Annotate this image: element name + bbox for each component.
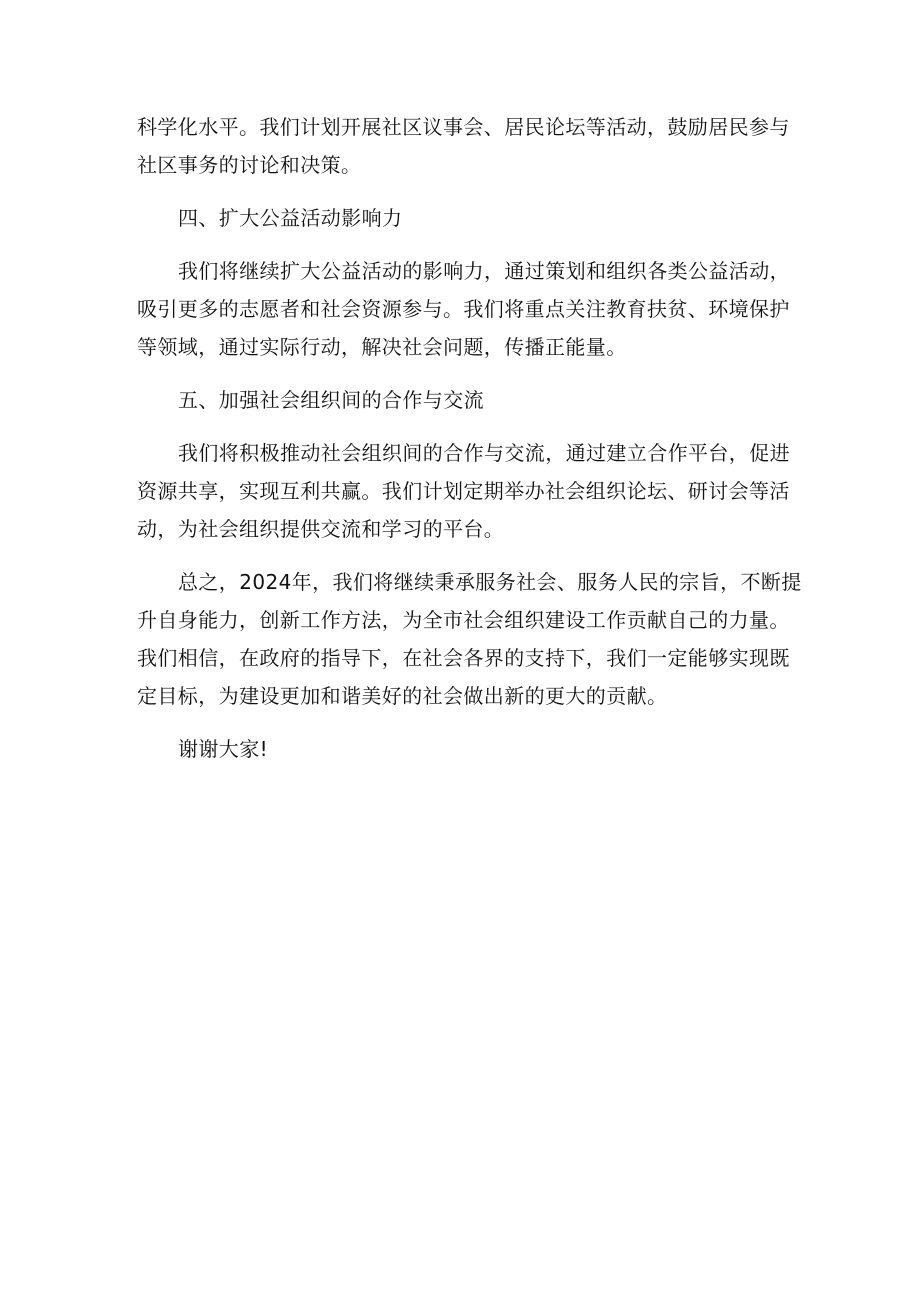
- paragraph-line: 我们将继续扩大公益活动的影响力，通过策划和组织各类公益活动，: [178, 259, 790, 283]
- paragraph-continuation: [137, 108, 790, 184]
- paragraph-section-4: [137, 252, 790, 366]
- document-body: [137, 108, 802, 768]
- paragraph-line: 升自身能力，创新工作方法，为全市社会组织建设工作贡献自己的力量。: [137, 608, 790, 632]
- paragraph-line: 吸引更多的志愿者和社会资源参与。我们将重点关注教育扶贫、环境保护: [137, 297, 790, 321]
- section-heading-5: 五、加强社会组织间的合作与交流: [178, 388, 484, 412]
- paragraph-line: 社区事务的讨论和决策。: [137, 153, 362, 177]
- paragraph-line: 等领域，通过实际行动，解决社会问题，传播正能量。: [137, 335, 627, 359]
- section-heading-4: 四、扩大公益活动影响力: [178, 206, 403, 230]
- closing-line: 谢谢大家!: [178, 737, 269, 761]
- paragraph-line: 我们将积极推动社会组织间的合作与交流，通过建立合作平台，促进: [178, 441, 790, 465]
- paragraph-line: 科学化水平。我们计划开展社区议事会、居民论坛等活动，鼓励居民参与: [137, 115, 790, 139]
- paragraph-line: 动，为社会组织提供交流和学习的平台。: [137, 517, 505, 541]
- paragraph-conclusion: [137, 563, 802, 715]
- paragraph-line: 总之，2024年，我们将继续秉承服务社会、服务人民的宗旨，不断提: [178, 570, 802, 594]
- paragraph-section-5: [137, 434, 790, 548]
- paragraph-line: 定目标，为建设更加和谐美好的社会做出新的更大的贡献。: [137, 684, 668, 708]
- paragraph-line: 我们相信，在政府的指导下，在社会各界的支持下，我们一定能够实现既: [137, 646, 790, 670]
- paragraph-line: 资源共享，实现互利共赢。我们计划定期举办社会组织论坛、研讨会等活: [137, 479, 790, 503]
